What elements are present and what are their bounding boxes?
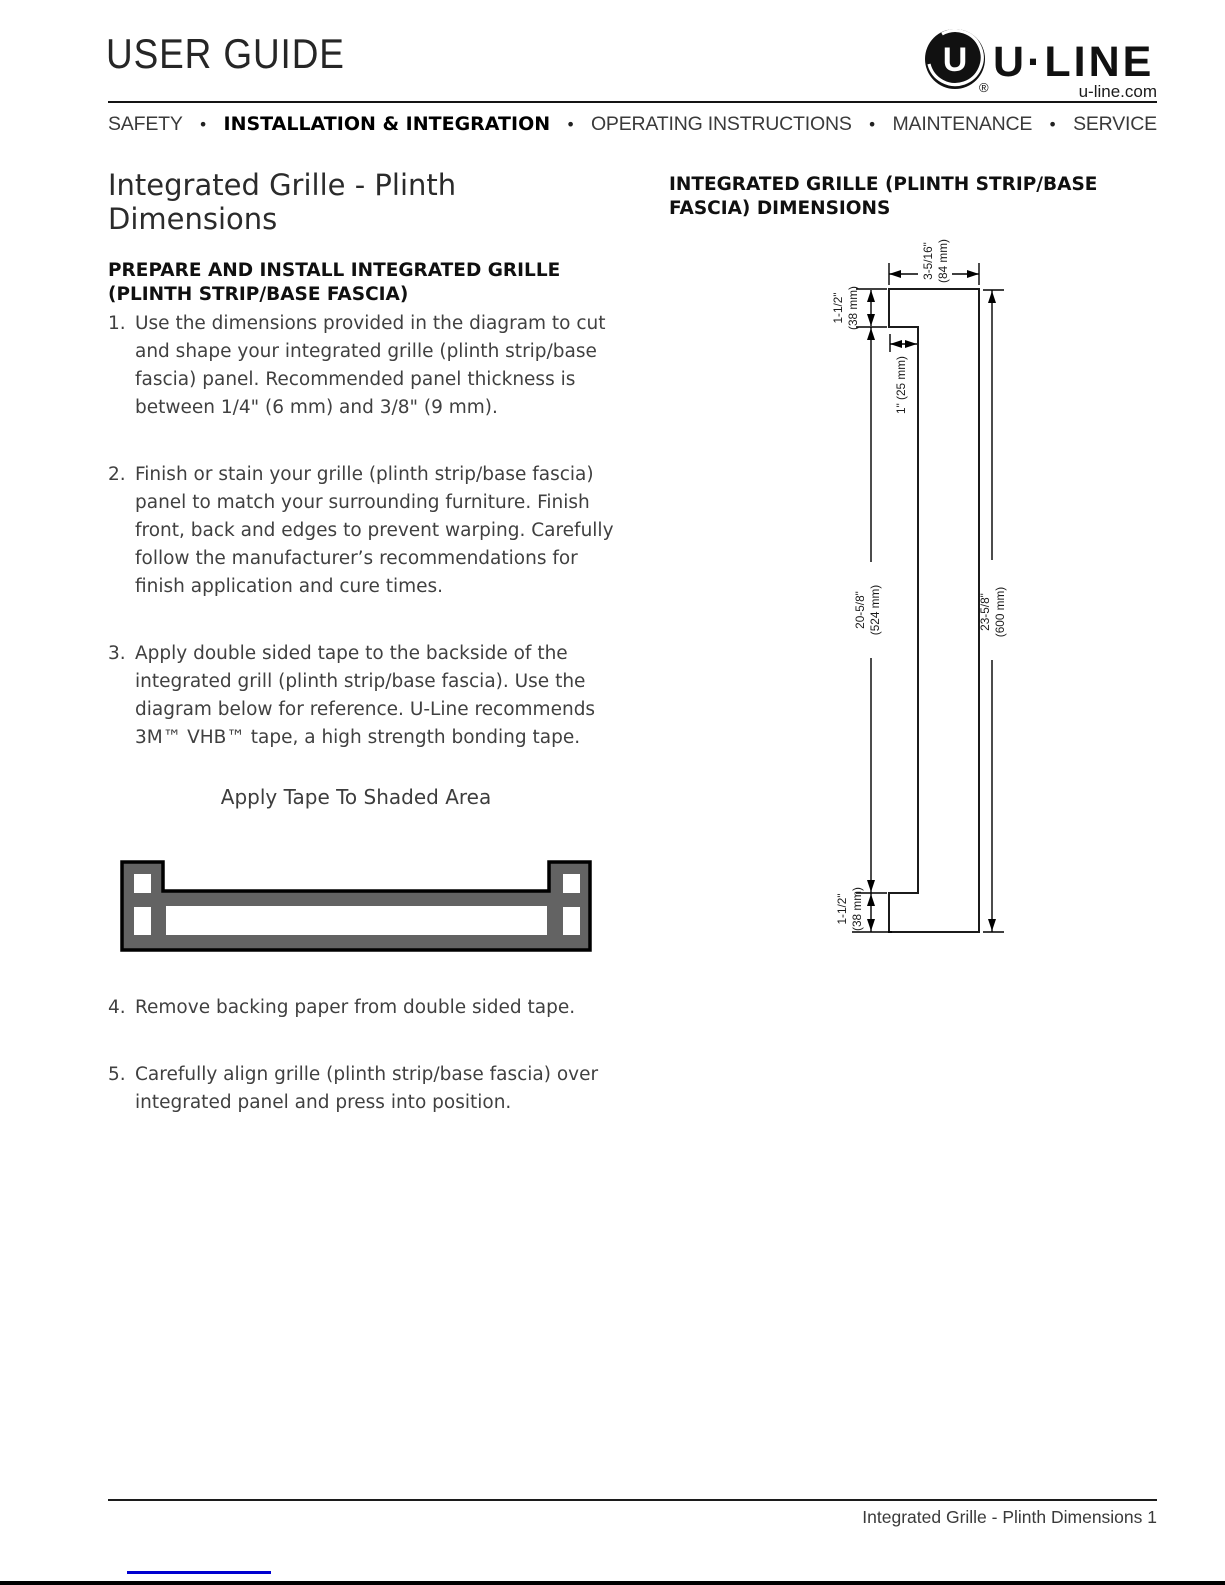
nav-bullet: • (198, 115, 208, 134)
nav-item-operating-instructions: OPERATING INSTRUCTIONS (590, 113, 852, 135)
dim-upper-height-inches: 1-1/2" (831, 292, 845, 324)
header-rule (108, 101, 1157, 103)
page-bottom-edge (0, 1581, 1225, 1585)
dim-top-width-mm: (84 mm) (936, 239, 950, 283)
tape-diagram (116, 854, 596, 956)
step-number: 3. (108, 643, 126, 664)
nav-item-safety: SAFETY (108, 113, 183, 135)
registered-trademark: ® (979, 80, 989, 95)
nav-bullet: • (565, 115, 576, 134)
step-text: Remove backing paper from double sided tape. (135, 997, 576, 1018)
nav-bullet: • (1047, 115, 1058, 134)
step-number: 4. (108, 997, 126, 1018)
step-item-2 (108, 461, 615, 601)
step-item-1 (108, 310, 615, 422)
dim-middle-height-mm: (524 mm) (868, 584, 882, 636)
nav-item-maintenance: MAINTENANCE (892, 113, 1033, 135)
uline-website: u-line.com (1078, 82, 1157, 101)
step-text: Use the dimensions provided in the diagram to cut and shape your integrated grille (plinth strip/base fascia) panel. Recommended panel thickness is between 1/4" (6 mm) and 3/8" (9 mm). (135, 313, 606, 418)
nav-item-installation-integration: INSTALLATION & INTEGRATION (223, 113, 551, 135)
nav-bar (108, 113, 1157, 136)
user-guide-title: USER GUIDE (106, 30, 345, 77)
footer-link-underline[interactable] (127, 1571, 271, 1574)
step-text: Carefully align grille (plinth strip/base fascia) over integrated panel and press into position. (135, 1064, 599, 1113)
step-text: Apply double sided tape to the backside of the integrated grill (plinth strip/base fascia). Use the diagram below for reference. U-Line recommends 3M™ VHB™ tape, a high strength bonding tape. (135, 643, 596, 748)
step-number: 5. (108, 1064, 126, 1085)
dim-bottom-height-mm: (38 mm) (850, 887, 864, 931)
dim-total-height-inches: 23-5/8" (978, 593, 992, 631)
dimensions-diagram (820, 232, 1015, 944)
step-text: Finish or stain your grille (plinth strip/base fascia) panel to match your surrounding furniture. Finish front, back and edges to prevent warping. Carefully follow the manufacturer’s recommendations for finish application and cure times. (135, 464, 614, 597)
dim-top-width-inches: 3-5/16" (921, 242, 935, 280)
footer-rule (108, 1499, 1157, 1501)
step-item-3 (108, 640, 615, 752)
section-heading-dimensions: INTEGRATED GRILLE (PLINTH STRIP/BASE FASCIA) DIMENSIONS (669, 174, 1098, 219)
step-number: 2. (108, 464, 126, 485)
step-number: 1. (108, 313, 126, 334)
uline-wordmark: U·LINE (993, 38, 1155, 86)
tape-diagram-caption: Apply Tape To Shaded Area (220, 785, 492, 809)
dim-upper-height-mm: (38 mm) (846, 286, 860, 330)
nav-item-service: SERVICE (1073, 113, 1157, 135)
svg-text:U: U (942, 41, 968, 79)
nav-bullet: • (867, 115, 877, 134)
dim-middle-height-inches: 20-5/8" (853, 591, 867, 629)
dim-total-height-mm: (600 mm) (993, 586, 1007, 638)
step-item-4 (108, 994, 615, 1022)
step-item-5 (108, 1061, 615, 1117)
footer-page-label: Integrated Grille - Plinth Dimensions 1 (862, 1507, 1157, 1527)
dim-bottom-height-inches: 1-1/2" (835, 893, 849, 925)
section-heading-prepare-install: PREPARE AND INSTALL INTEGRATED GRILLE (PLINTH STRIP/BASE FASCIA) (108, 260, 561, 305)
page-title: Integrated Grille - Plinth Dimensions (108, 168, 457, 236)
dim-notch-depth: 1" (25 mm) (894, 356, 908, 414)
